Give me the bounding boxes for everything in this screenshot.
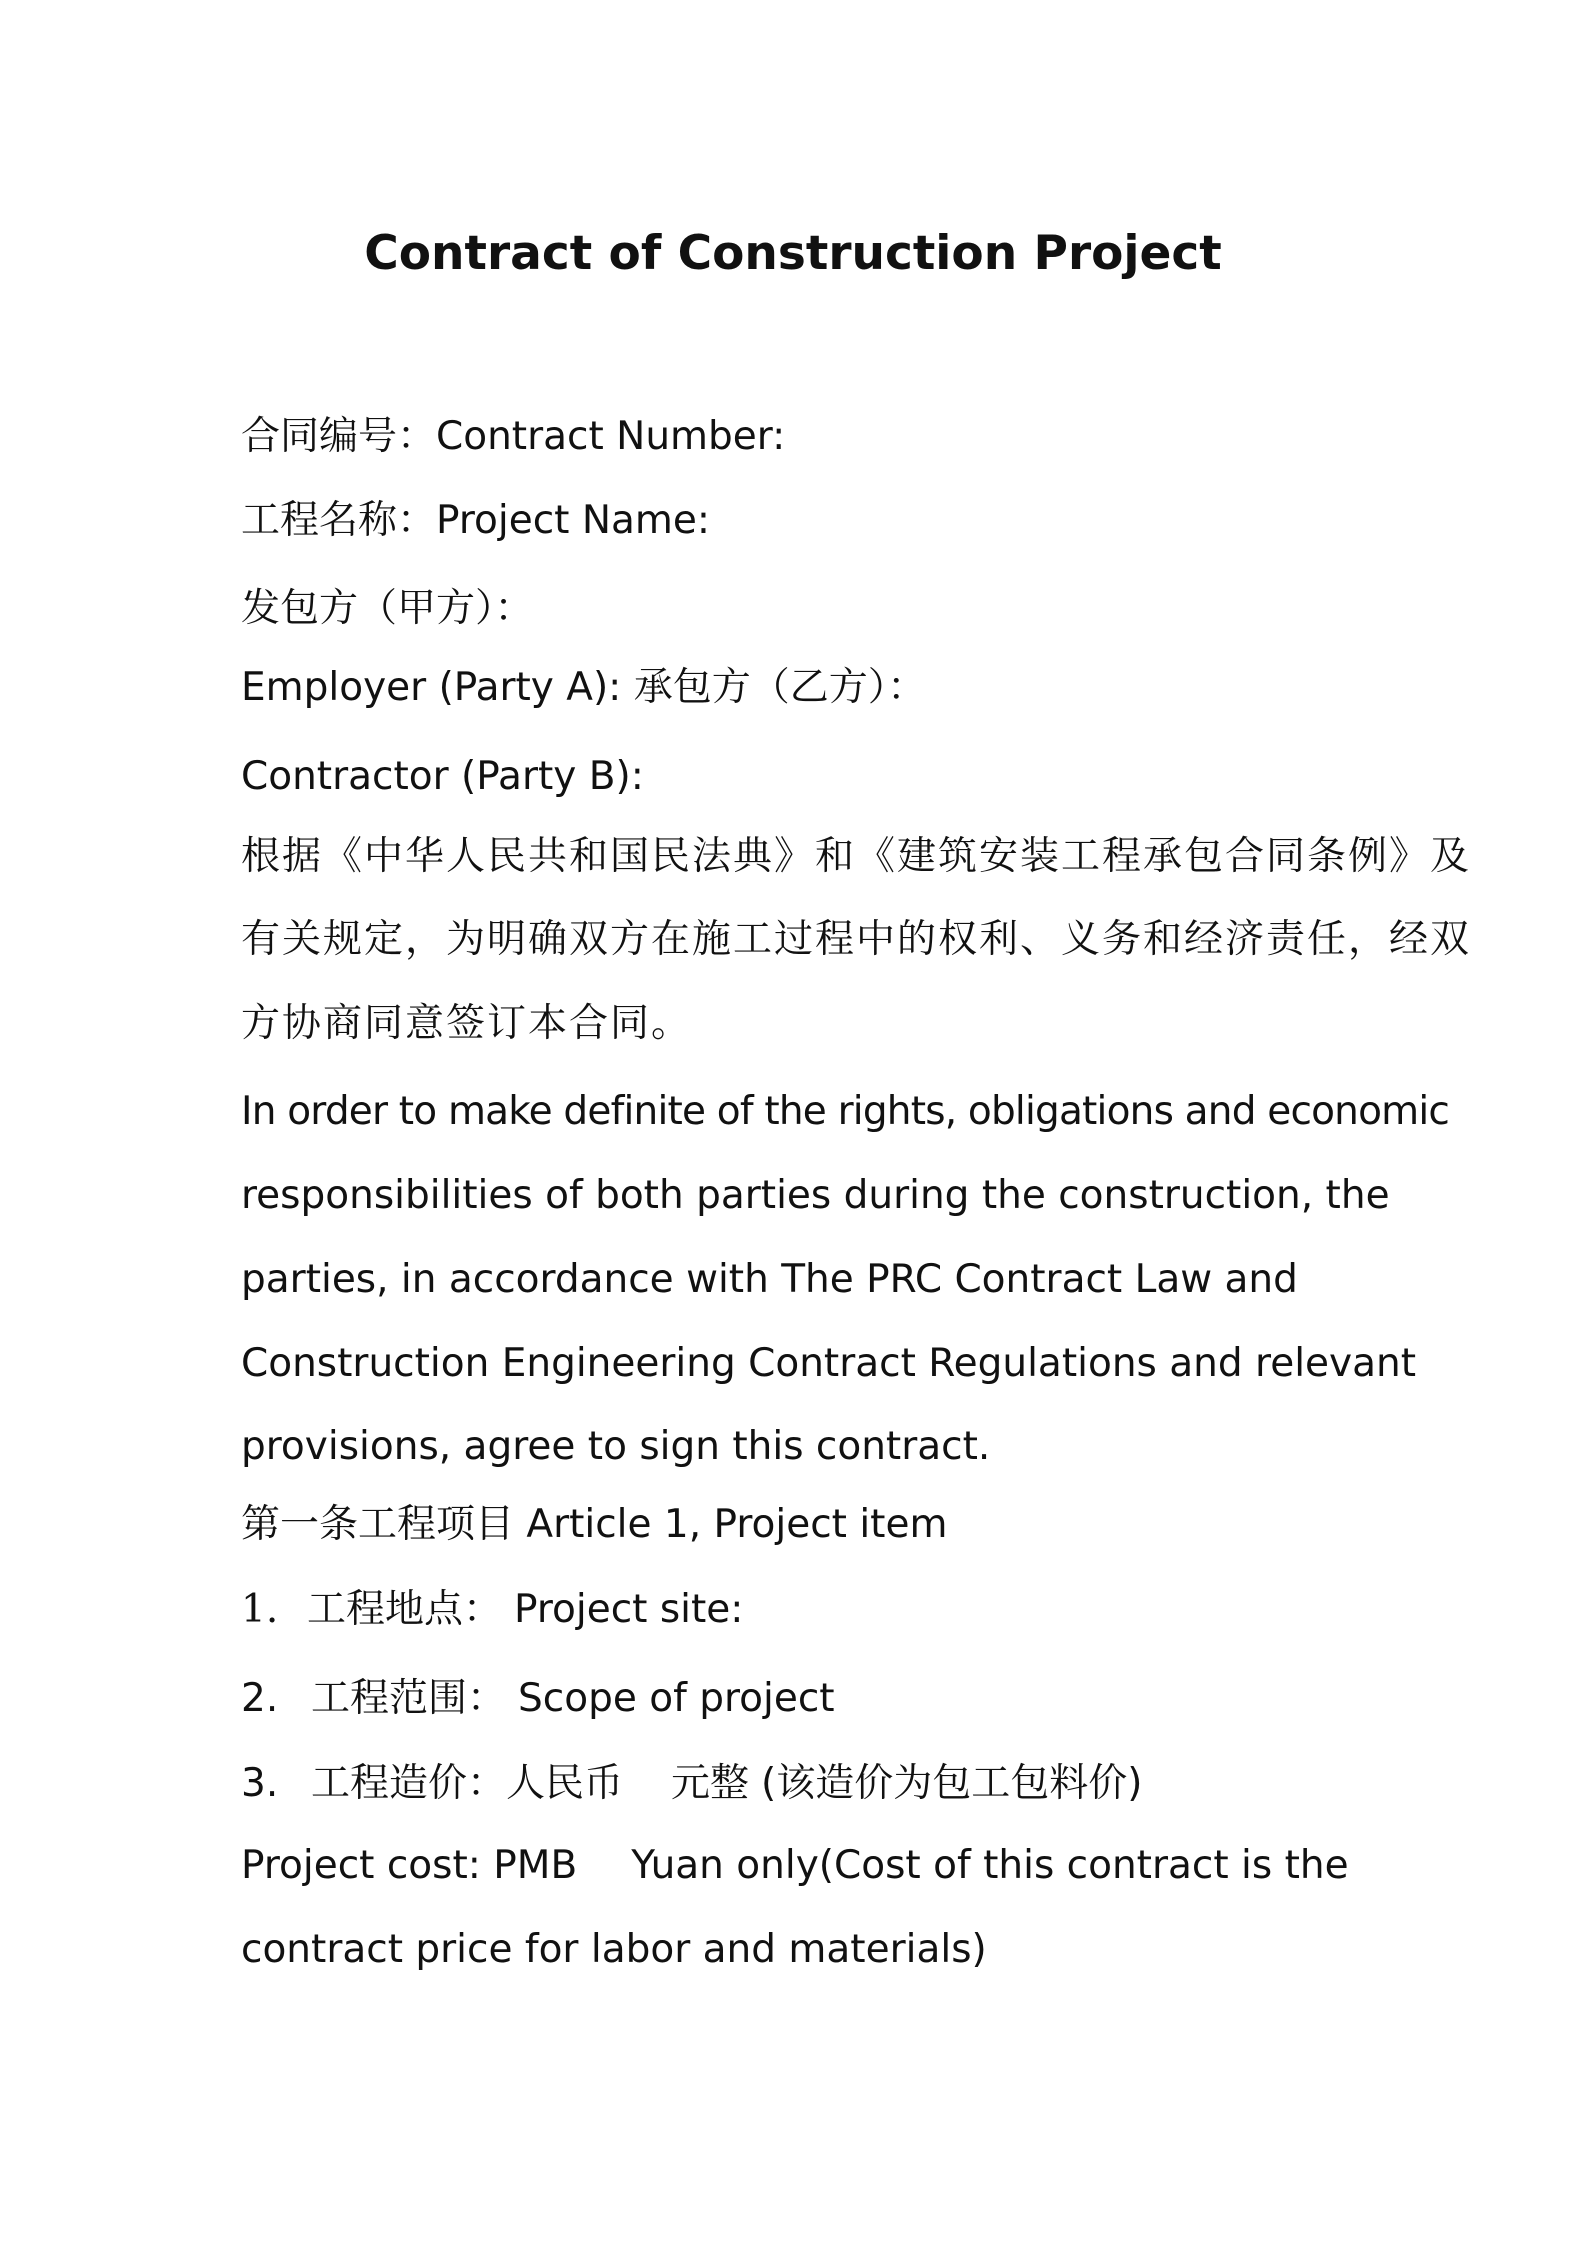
contractor-en-line: Contractor (Party B):	[241, 754, 644, 799]
project-cost-en-prefix: Project cost: PMB	[241, 1843, 578, 1888]
preamble-cn-line-2: 有关规定，为明确双方在施工过程中的权利、义务和经济责任，经双	[241, 917, 1472, 962]
employer-contractor-line: Employer (Party A): 承包方（乙方）：	[241, 665, 927, 710]
preamble-cn-line-3: 方协商同意签订本合同。	[241, 1001, 693, 1046]
item-unit-cn: 元整	[671, 1761, 750, 1806]
item-number: 3.	[241, 1761, 279, 1806]
preamble-en-line-5: provisions, agree to sign this contract.	[241, 1424, 991, 1469]
article-1-heading: 第一条工程项目 Article 1, Project item	[241, 1502, 948, 1547]
item-number: 2.	[241, 1676, 279, 1721]
employer-cn-line: 发包方（甲方）：	[241, 586, 534, 631]
preamble-cn-line-1: 根据《中华人民共和国民法典》和《建筑安装工程承包合同条例》及	[241, 834, 1472, 879]
item-project-scope	[241, 1675, 835, 1723]
item-project-site	[241, 1586, 743, 1634]
item-number: 1.	[241, 1587, 279, 1632]
item-label-en: Project site:	[514, 1587, 744, 1632]
project-cost-en-line-1	[241, 1842, 1349, 1890]
item-label-cn: 工程地点：	[307, 1587, 503, 1632]
item-project-cost	[241, 1760, 1142, 1808]
project-name-line: 工程名称：Project Name:	[241, 498, 711, 543]
item-label-cn: 工程范围：	[311, 1676, 507, 1721]
item-note-cn: (该造价为包工包料价)	[761, 1761, 1143, 1806]
preamble-en-line-2: responsibilities of both parties during the construction, the	[241, 1173, 1390, 1218]
project-cost-en-suffix: Yuan only(Cost of this contract is the	[631, 1843, 1349, 1888]
preamble-en-line-1: In order to make definite of the rights, obligations and economic	[241, 1089, 1449, 1134]
preamble-en-line-3: parties, in accordance with The PRC Contract Law and	[241, 1257, 1298, 1302]
item-label-cn: 工程造价：人民币	[311, 1761, 624, 1806]
document-title: Contract of Construction Project	[364, 226, 1222, 281]
preamble-en-line-4: Construction Engineering Contract Regulations and relevant	[241, 1341, 1417, 1386]
item-label-en: Scope of project	[518, 1676, 835, 1721]
project-cost-en-line-2: contract price for labor and materials)	[241, 1927, 987, 1972]
contract-number-line: 合同编号：Contract Number:	[241, 414, 786, 459]
